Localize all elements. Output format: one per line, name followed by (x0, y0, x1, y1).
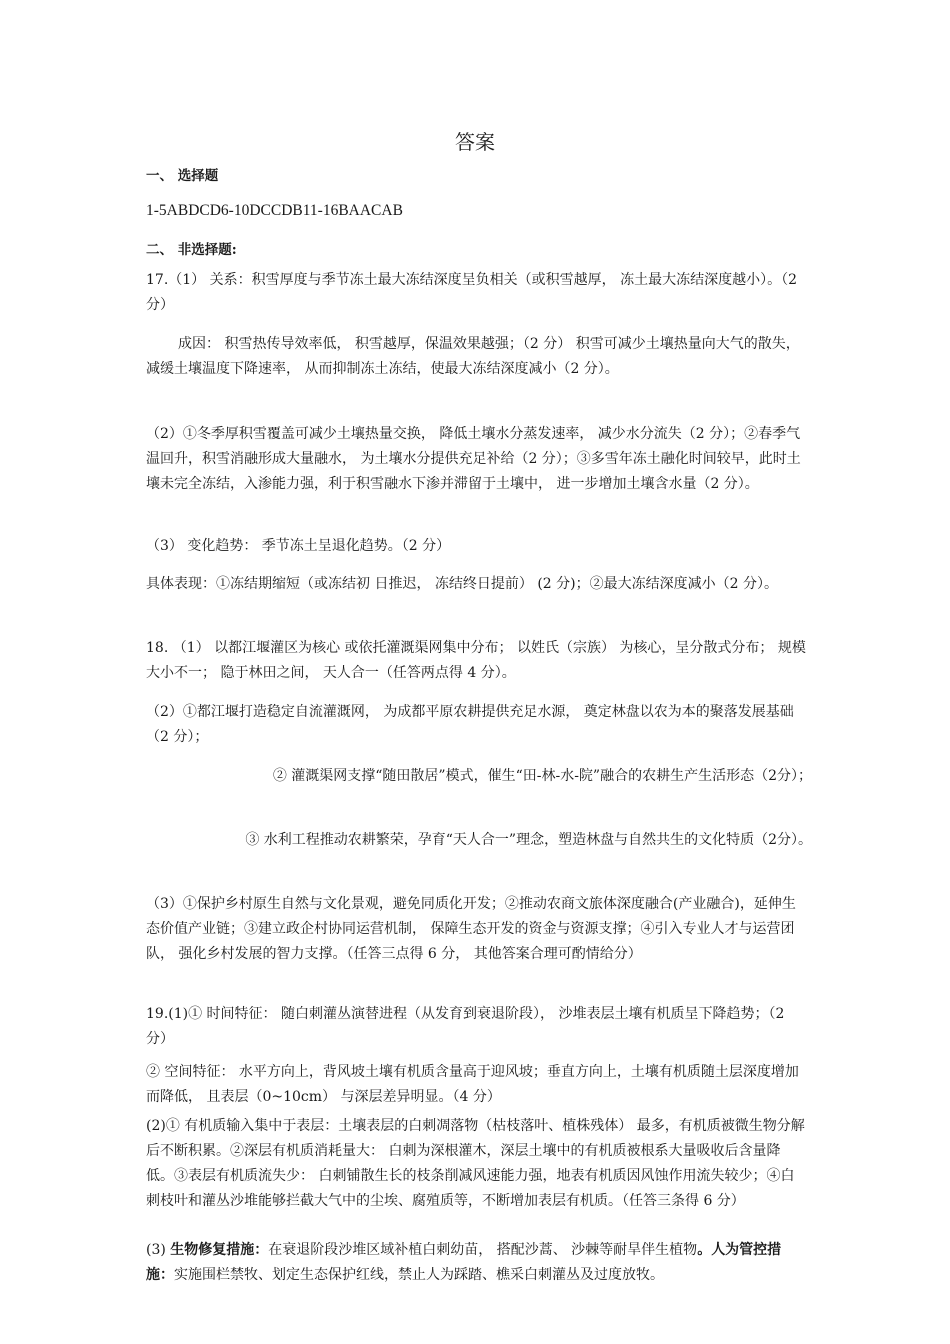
q18-part2-point3: ③ 水利工程推动农耕繁荣，孕育“天人合一”理念，塑造林盘与自然共生的文化特质（2分）。 (245, 832, 812, 848)
q18-part3: （3）①保护乡村原生自然与文化景观，避免同质化开发；②推动农商文旅体深度融合(产业融合)，延伸生态价值产业链；③建立政企村协同运营机制， 保障生态开发的资金与资源支撑；④引入专业人才与运营团队， 强化乡村发展的智力支撑。（任答三点得 6 分， 其他答案合理可酌情给分） (146, 896, 796, 962)
q18-part2: （2）①都江堰打造稳定自流灌溉网， 为成都平原农耕提供充足水源， 奠定林盘以农为本的聚落发展基础（2 分）； (146, 704, 794, 745)
q17-part3: （3） 变化趋势： 季节冻土呈退化趋势。（2 分） (146, 538, 451, 554)
bio-measure-text: 在衰退阶段沙堆区域补植白刺幼苗， 搭配沙蒿、 沙棘等耐旱伴生植物 (268, 1242, 698, 1258)
q19-part3 (146, 1238, 808, 1288)
choice-answers: 1-5ABDCD6-10DCCDB11-16BAACAB (146, 202, 403, 219)
q19-part1-time: 19.(1)① 时间特征： 随白刺灌丛演替进程（从发育到衰退阶段）， 沙堆表层土壤有机质呈下降趋势；（2 分） (146, 1006, 785, 1047)
q17-part1: 17.（1） 关系：积雪厚度与季节冻土最大冻结深度呈负相关（或积雪越厚， 冻土最大冻结深度越小）。（2 分） (146, 272, 797, 313)
q19-part3-prefix: (3) (146, 1242, 171, 1258)
q18-part2-point2: ② 灌溉渠网支撑“随田散居”模式，催生“田-林-水-院”融合的农耕生产生活形态（2分）； (272, 768, 812, 784)
q17-part1-cause: 成因： 积雪热传导效率低， 积雪越厚，保温效果越强；（2 分） 积雪可减少土壤热量向大气的散失， 减缓土壤温度下降速率， 从而抑制冻土冻结，使最大冻结深度减小（2 分）。 (146, 336, 800, 377)
section-heading-nonchoice: 二、 非选择题: (146, 242, 237, 258)
q19-part1-space: ② 空间特征： 水平方向上，背风坡土壤有机质含量高于迎风坡；垂直方向上，土壤有机质随土层深度增加而降低， 且表层（0~10cm） 与深层差异明显。（4 分） (146, 1064, 799, 1105)
q19-part2: (2)① 有机质输入集中于表层：土壤表层的白刺凋落物（枯枝落叶、植株残体） 最多，有机质被微生物分解后不断积累。②深层有机质消耗量大： 白刺为深根灌木，深层土壤中的有机质被根系大量吸收后含量降低。③表层有机质流失少： 白刺铺散生长的枝条削减风速能力强，地表有机质因风蚀作用流失较少；④白刺枝叶和灌丛沙堆能够拦截大气中的尘埃、腐殖质等，不断增加表层有机质。（任答三条得 6 分） (146, 1118, 805, 1209)
measure-separator: 。 (697, 1242, 712, 1258)
human-measure-text: 实施围栏禁牧、划定生态保护红线，禁止人为踩踏、樵采白刺灌丛及过度放牧。 (174, 1267, 664, 1283)
q17-part3-detail: 具体表现：①冻结期缩短（或冻结初 日推迟， 冻结终日提前） (2 分)；②最大冻结深度减小（2 分）。 (146, 576, 778, 592)
section-heading-choice: 一、 选择题 (146, 168, 219, 184)
page-title: 答案 (455, 130, 495, 154)
bio-measure-label: 生物修复措施： (170, 1242, 269, 1258)
q18-part1: 18. （1） 以都江堰灌区为核心 或依托灌溉渠网集中分布； 以姓氏（宗族） 为核心，呈分散式分布； 规模大小不一； 隐于林田之间， 天人合一（任答两点得 4 分）。 (146, 640, 806, 681)
human-measure-label: 人为管控措施： (146, 1242, 782, 1283)
q17-part2: （2）①冬季厚积雪覆盖可减少土壤热量交换， 降低土壤水分蒸发速率， 减少水分流失（2 分）；②春季气温回升，积雪消融形成大量融水， 为土壤水分提供充足补给（2 分）；③多雪年冻土融化时间较早，此时土壤未完全冻结，入渗能力强，利于积雪融水下渗并滞留于土壤中， 进一步增加土壤含水量（2 分）。 (146, 426, 801, 492)
